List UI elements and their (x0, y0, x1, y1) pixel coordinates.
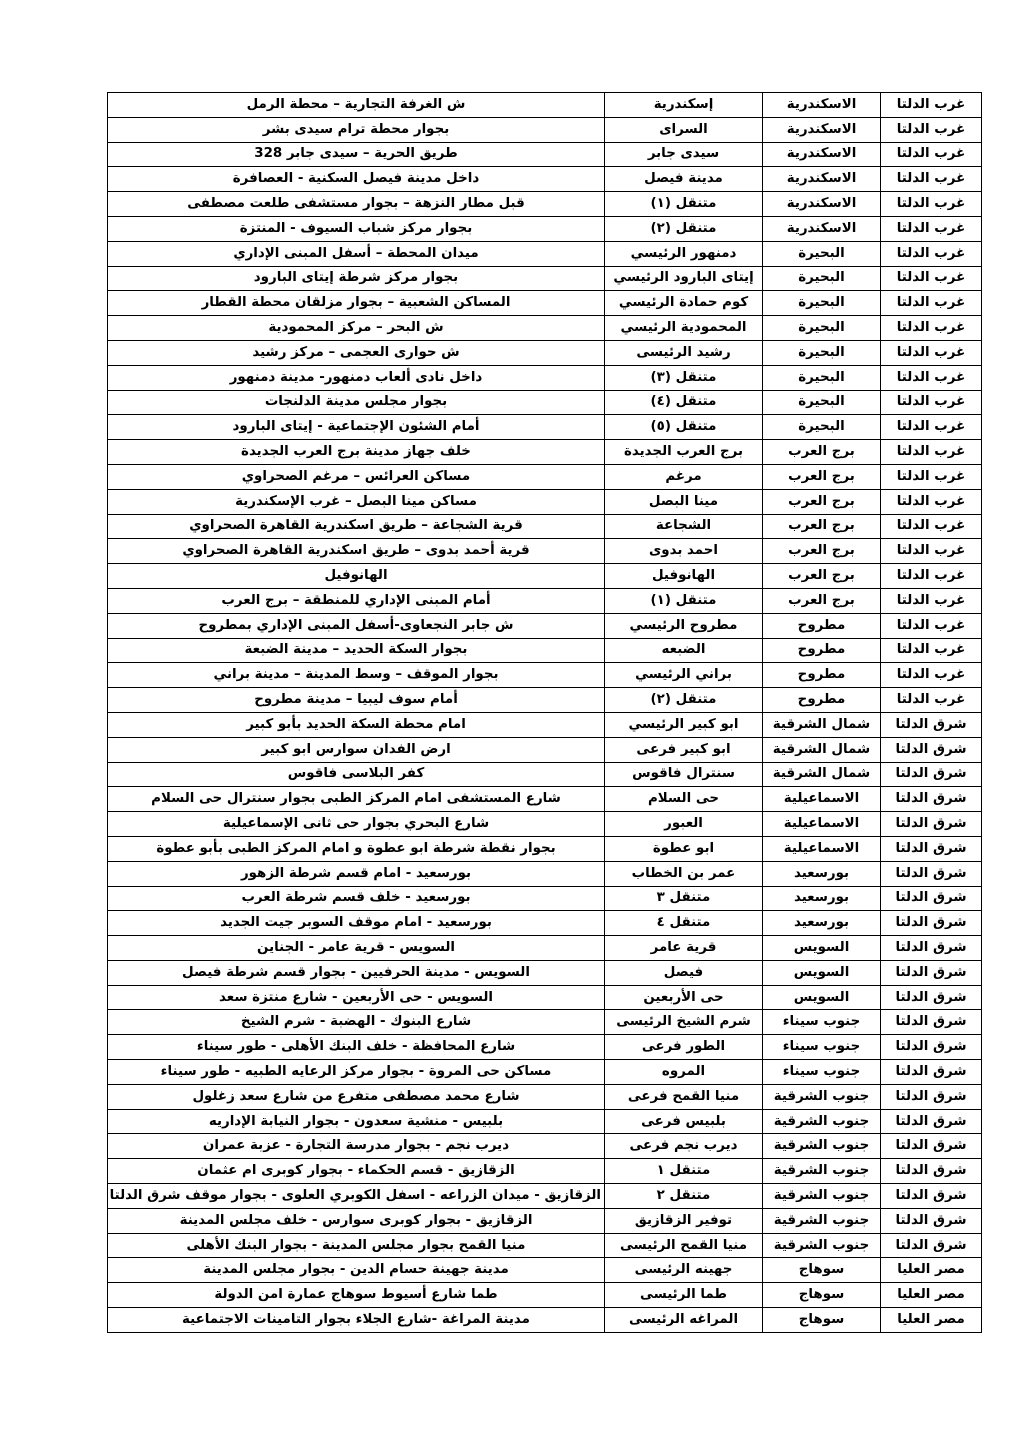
governorate-cell: بورسعيد (763, 911, 881, 936)
governorate-cell: برج العرب (763, 588, 881, 613)
governorate-cell: برج العرب (763, 539, 881, 564)
address-cell: بجوار مجلس مدينة الدلنجات (108, 390, 605, 415)
address-cell: داخل نادى ألعاب دمنهور- مدينة دمنهور (108, 365, 605, 390)
table-row (108, 1084, 982, 1109)
table-row (108, 142, 982, 167)
address-cell: ش الغرفة التجارية – محطة الرمل (108, 93, 605, 118)
address-cell: ديرب نجم - بجوار مدرسة التجارة - عزبة عمران (108, 1134, 605, 1159)
address-cell: المساكن الشعبية – بجوار مزلقان محطة القطار (108, 291, 605, 316)
region-cell: غرب الدلتا (881, 613, 982, 638)
table-row (108, 712, 982, 737)
governorate-cell: الاسماعيلية (763, 812, 881, 837)
branch-cell: ديرب نجم فرعى (605, 1134, 763, 1159)
address-cell: الزقازيق - بجوار كوبرى سوارس - خلف مجلس المدينة (108, 1208, 605, 1233)
table-row (108, 266, 982, 291)
table-row (108, 1283, 982, 1308)
table-row (108, 812, 982, 837)
address-cell: بجوار مركز شباب السيوف - المنتزة (108, 216, 605, 241)
address-cell: بلبيس - منشية سعدون - بجوار النيابة الإداريه (108, 1109, 605, 1134)
address-cell: بورسعيد - امام موقف السوبر جيت الجديد (108, 911, 605, 936)
region-cell: شرق الدلتا (881, 1184, 982, 1209)
table-row (108, 564, 982, 589)
region-cell: شرق الدلتا (881, 787, 982, 812)
branch-cell: مينا البصل (605, 489, 763, 514)
branch-cell: الطور فرعى (605, 1035, 763, 1060)
region-cell: غرب الدلتا (881, 663, 982, 688)
table-row (108, 936, 982, 961)
region-cell: شرق الدلتا (881, 1159, 982, 1184)
branch-cell: ابو عطوة (605, 836, 763, 861)
table-row (108, 415, 982, 440)
governorate-cell: بورسعيد (763, 886, 881, 911)
branch-cell: بلبيس فرعى (605, 1109, 763, 1134)
address-cell: شارع البنوك - الهضبة - شرم الشيخ (108, 1010, 605, 1035)
governorate-cell: سوهاج (763, 1258, 881, 1283)
branch-cell: متنقل (٤) (605, 390, 763, 415)
branch-cell: فيصل (605, 960, 763, 985)
governorate-cell: البحيرة (763, 340, 881, 365)
branch-cell: مدينة فيصل (605, 167, 763, 192)
region-cell: شرق الدلتا (881, 1010, 982, 1035)
governorate-cell: مطروح (763, 613, 881, 638)
address-cell: بجوار مركز شرطة إيتاى البارود (108, 266, 605, 291)
address-cell: شارع المستشفى امام المركز الطبى بجوار سنترال حى السلام (108, 787, 605, 812)
branch-cell: متنقل ١ (605, 1159, 763, 1184)
branch-cell: متنقل (٣) (605, 365, 763, 390)
table-row (108, 985, 982, 1010)
region-cell: غرب الدلتا (881, 440, 982, 465)
governorate-cell: الاسكندرية (763, 216, 881, 241)
table-row (108, 663, 982, 688)
table-row (108, 291, 982, 316)
region-cell: غرب الدلتا (881, 340, 982, 365)
table-row (108, 316, 982, 341)
address-cell: ش البحر – مركز المحمودية (108, 316, 605, 341)
branch-cell: براني الرئيسي (605, 663, 763, 688)
table-row (108, 886, 982, 911)
region-cell: شرق الدلتا (881, 712, 982, 737)
governorate-cell: شمال الشرقية (763, 737, 881, 762)
table-row (108, 1159, 982, 1184)
table-row (108, 167, 982, 192)
table-row (108, 1134, 982, 1159)
table-row (108, 216, 982, 241)
address-cell: ميدان المحطة – أسفل المبنى الإداري (108, 241, 605, 266)
branch-cell: متنقل (١) (605, 192, 763, 217)
address-cell: قبل مطار النزهة – بجوار مستشفى طلعت مصطفى (108, 192, 605, 217)
branch-cell: سيدى جابر (605, 142, 763, 167)
address-cell: السويس - قرية عامر - الجناين (108, 936, 605, 961)
branch-cell: متنقل (٢) (605, 688, 763, 713)
region-cell: شرق الدلتا (881, 1060, 982, 1085)
governorate-cell: البحيرة (763, 365, 881, 390)
address-cell: قرية أحمد بدوى – طريق اسكندرية القاهرة الصحراوي (108, 539, 605, 564)
table-row (108, 117, 982, 142)
address-cell: قرية الشجاعة – طريق اسكندرية القاهرة الصحراوي (108, 514, 605, 539)
table-row (108, 960, 982, 985)
governorate-cell: جنوب سيناء (763, 1035, 881, 1060)
region-cell: غرب الدلتا (881, 539, 982, 564)
branch-cell: رشيد الرئيسى (605, 340, 763, 365)
address-cell: خلف جهاز مدينة برج العرب الجديدة (108, 440, 605, 465)
branch-cell: عمر بن الخطاب (605, 861, 763, 886)
governorate-cell: جنوب الشرقية (763, 1233, 881, 1258)
branch-cell: ابو كبير الرئيسي (605, 712, 763, 737)
branch-cell: حى الأربعين (605, 985, 763, 1010)
table-row (108, 861, 982, 886)
region-cell: غرب الدلتا (881, 291, 982, 316)
branch-cell: دمنهور الرئيسي (605, 241, 763, 266)
table-row (108, 93, 982, 118)
table-row (108, 613, 982, 638)
table-row (108, 1258, 982, 1283)
region-cell: شرق الدلتا (881, 762, 982, 787)
table-row (108, 1060, 982, 1085)
region-cell: شرق الدلتا (881, 1233, 982, 1258)
governorate-cell: البحيرة (763, 316, 881, 341)
branch-cell: ابو كبير فرعى (605, 737, 763, 762)
region-cell: غرب الدلتا (881, 93, 982, 118)
address-cell: طما شارع أسيوط سوهاج عمارة امن الدولة (108, 1283, 605, 1308)
region-cell: شرق الدلتا (881, 836, 982, 861)
region-cell: مصر العليا (881, 1258, 982, 1283)
address-cell: مساكن حى المروة - بجوار مركز الرعايه الطبيه - طور سيناء (108, 1060, 605, 1085)
address-cell: داخل مدينة فيصل السكنية - العصافرة (108, 167, 605, 192)
governorate-cell: مطروح (763, 663, 881, 688)
branch-cell: حى السلام (605, 787, 763, 812)
branch-cell: المروه (605, 1060, 763, 1085)
address-cell: امام محطة السكة الحديد بأبو كبير (108, 712, 605, 737)
governorate-cell: الاسكندرية (763, 142, 881, 167)
governorate-cell: الاسماعيلية (763, 787, 881, 812)
governorate-cell: جنوب الشرقية (763, 1084, 881, 1109)
branch-cell: المحمودية الرئيسي (605, 316, 763, 341)
address-cell: منيا القمح بجوار مجلس المدينة - بجوار البنك الأهلى (108, 1233, 605, 1258)
branch-cell: إسكندرية (605, 93, 763, 118)
region-cell: شرق الدلتا (881, 985, 982, 1010)
table-row (108, 1184, 982, 1209)
governorate-cell: برج العرب (763, 489, 881, 514)
governorate-cell: برج العرب (763, 440, 881, 465)
address-cell: شارع محمد مصطفى متفرع من شارع سعد زغلول (108, 1084, 605, 1109)
governorate-cell: الاسكندرية (763, 117, 881, 142)
governorate-cell: الاسكندرية (763, 167, 881, 192)
address-cell: بجوار محطة ترام سيدى بشر (108, 117, 605, 142)
governorate-cell: جنوب سيناء (763, 1060, 881, 1085)
address-cell: بجوار السكة الحديد – مدينة الضبعة (108, 638, 605, 663)
branch-cell: برج العرب الجديدة (605, 440, 763, 465)
table-row (108, 836, 982, 861)
governorate-cell: الاسكندرية (763, 93, 881, 118)
table-row (108, 1233, 982, 1258)
governorate-cell: برج العرب (763, 464, 881, 489)
table-row (108, 192, 982, 217)
table-row (108, 638, 982, 663)
branch-cell: طما الرئيسى (605, 1283, 763, 1308)
address-cell: مساكن العرائس – مرغم الصحراوي (108, 464, 605, 489)
branch-cell: متنقل ٤ (605, 911, 763, 936)
address-cell: شارع المحافظة - خلف البنك الأهلى - طور سيناء (108, 1035, 605, 1060)
table-row (108, 390, 982, 415)
region-cell: شرق الدلتا (881, 1109, 982, 1134)
region-cell: غرب الدلتا (881, 489, 982, 514)
region-cell: غرب الدلتا (881, 638, 982, 663)
region-cell: شرق الدلتا (881, 936, 982, 961)
address-cell: أمام سوف ليبيا – مدينة مطروح (108, 688, 605, 713)
governorate-cell: برج العرب (763, 564, 881, 589)
branch-cell: مطروح الرئيسي (605, 613, 763, 638)
table-row (108, 787, 982, 812)
branch-cell: السراى (605, 117, 763, 142)
table-row (108, 737, 982, 762)
branch-cell: متنقل (١) (605, 588, 763, 613)
branch-cell: كوم حمادة الرئيسي (605, 291, 763, 316)
region-cell: شرق الدلتا (881, 861, 982, 886)
governorate-cell: السويس (763, 936, 881, 961)
governorate-cell: الاسكندرية (763, 192, 881, 217)
branches-table (107, 92, 982, 1333)
governorate-cell: السويس (763, 960, 881, 985)
governorate-cell: جنوب الشرقية (763, 1134, 881, 1159)
governorate-cell: البحيرة (763, 415, 881, 440)
branch-cell: المراغه الرئيسى (605, 1308, 763, 1333)
table-row (108, 762, 982, 787)
governorate-cell: جنوب الشرقية (763, 1184, 881, 1209)
table-row (108, 489, 982, 514)
table-row (108, 440, 982, 465)
branch-cell: احمد بدوى (605, 539, 763, 564)
table-row (108, 1208, 982, 1233)
region-cell: غرب الدلتا (881, 316, 982, 341)
region-cell: شرق الدلتا (881, 886, 982, 911)
branch-cell: متنقل ٣ (605, 886, 763, 911)
governorate-cell: جنوب الشرقية (763, 1159, 881, 1184)
table-row (108, 539, 982, 564)
address-cell: ش حوارى العجمى – مركز رشيد (108, 340, 605, 365)
region-cell: شرق الدلتا (881, 812, 982, 837)
governorate-cell: البحيرة (763, 390, 881, 415)
governorate-cell: مطروح (763, 638, 881, 663)
region-cell: شرق الدلتا (881, 1084, 982, 1109)
region-cell: غرب الدلتا (881, 365, 982, 390)
table-row (108, 241, 982, 266)
branch-cell: متنقل (٢) (605, 216, 763, 241)
address-cell: مدينة جهينة حسام الدين - بجوار مجلس المدينة (108, 1258, 605, 1283)
address-cell: أمام المبنى الإداري للمنطقة – برج العرب (108, 588, 605, 613)
address-cell: بورسعيد - امام قسم شرطة الزهور (108, 861, 605, 886)
table-row (108, 514, 982, 539)
region-cell: غرب الدلتا (881, 564, 982, 589)
region-cell: شرق الدلتا (881, 1035, 982, 1060)
branch-cell: العبور (605, 812, 763, 837)
region-cell: غرب الدلتا (881, 588, 982, 613)
governorate-cell: شمال الشرقية (763, 712, 881, 737)
region-cell: مصر العليا (881, 1283, 982, 1308)
address-cell: بجوار الموقف – وسط المدينة – مدينة براني (108, 663, 605, 688)
branch-cell: شرم الشيخ الرئيسى (605, 1010, 763, 1035)
governorate-cell: شمال الشرقية (763, 762, 881, 787)
governorate-cell: البحيرة (763, 241, 881, 266)
address-cell: شارع البحري بجوار حى ثانى الإسماعيلية (108, 812, 605, 837)
region-cell: غرب الدلتا (881, 192, 982, 217)
branch-cell: الشجاعة (605, 514, 763, 539)
governorate-cell: مطروح (763, 688, 881, 713)
table-row (108, 464, 982, 489)
table-body (108, 93, 982, 1333)
governorate-cell: الاسماعيلية (763, 836, 881, 861)
governorate-cell: سوهاج (763, 1308, 881, 1333)
table-row (108, 911, 982, 936)
address-cell: ارض الفدان سوارس ابو كبير (108, 737, 605, 762)
governorate-cell: برج العرب (763, 514, 881, 539)
table-row (108, 588, 982, 613)
region-cell: غرب الدلتا (881, 464, 982, 489)
table-row (108, 340, 982, 365)
region-cell: شرق الدلتا (881, 737, 982, 762)
governorate-cell: بورسعيد (763, 861, 881, 886)
branch-cell: قرية عامر (605, 936, 763, 961)
region-cell: شرق الدلتا (881, 911, 982, 936)
branch-cell: متنقل (٥) (605, 415, 763, 440)
table-row (108, 365, 982, 390)
region-cell: شرق الدلتا (881, 1134, 982, 1159)
region-cell: غرب الدلتا (881, 167, 982, 192)
governorate-cell: البحيرة (763, 266, 881, 291)
branch-cell: توفير الزقازيق (605, 1208, 763, 1233)
address-cell: مساكن مينا البصل – غرب الإسكندرية (108, 489, 605, 514)
governorate-cell: جنوب الشرقية (763, 1109, 881, 1134)
governorate-cell: البحيرة (763, 291, 881, 316)
region-cell: غرب الدلتا (881, 390, 982, 415)
governorate-cell: جنوب سيناء (763, 1010, 881, 1035)
region-cell: غرب الدلتا (881, 415, 982, 440)
address-cell: الزقازيق - ميدان الزراعه - اسفل الكوبري العلوى - بجوار موقف شرق الدلتا (108, 1184, 605, 1209)
address-cell: الهانوفيل (108, 564, 605, 589)
governorate-cell: سوهاج (763, 1283, 881, 1308)
branch-cell: الهانوفيل (605, 564, 763, 589)
address-cell: الزقازيق - قسم الحكماء - بجوار كوبرى ام عثمان (108, 1159, 605, 1184)
address-cell: أمام الشئون الإجتماعية - إيتاى البارود (108, 415, 605, 440)
region-cell: غرب الدلتا (881, 216, 982, 241)
region-cell: غرب الدلتا (881, 117, 982, 142)
address-cell: بجوار نقطة شرطة ابو عطوة و امام المركز الطبى بأبو عطوة (108, 836, 605, 861)
branch-cell: جهينه الرئيسى (605, 1258, 763, 1283)
address-cell: ش جابر النجعاوى-أسفل المبنى الإداري بمطروح (108, 613, 605, 638)
address-cell: السويس - مدينة الحرفيين - بجوار قسم شرطة فيصل (108, 960, 605, 985)
region-cell: غرب الدلتا (881, 266, 982, 291)
table-row (108, 688, 982, 713)
region-cell: غرب الدلتا (881, 142, 982, 167)
branch-cell: متنقل ٢ (605, 1184, 763, 1209)
branch-cell: منيا القمح الرئيسى (605, 1233, 763, 1258)
region-cell: غرب الدلتا (881, 241, 982, 266)
branch-cell: منيا القمح فرعى (605, 1084, 763, 1109)
table-row (108, 1035, 982, 1060)
governorate-cell: جنوب الشرقية (763, 1208, 881, 1233)
address-cell: طريق الحرية – سيدى جابر 328 (108, 142, 605, 167)
table-row (108, 1010, 982, 1035)
address-cell: مدينة المراغة -شارع الجلاء بجوار التامينات الاجتماعية (108, 1308, 605, 1333)
branch-cell: مرغم (605, 464, 763, 489)
branch-cell: إيتاى البارود الرئيسي (605, 266, 763, 291)
region-cell: شرق الدلتا (881, 1208, 982, 1233)
branch-cell: الضبعه (605, 638, 763, 663)
region-cell: غرب الدلتا (881, 514, 982, 539)
governorate-cell: السويس (763, 985, 881, 1010)
table-row (108, 1308, 982, 1333)
region-cell: مصر العليا (881, 1308, 982, 1333)
region-cell: غرب الدلتا (881, 688, 982, 713)
address-cell: السويس - حى الأربعين - شارع منتزة سعد (108, 985, 605, 1010)
region-cell: شرق الدلتا (881, 960, 982, 985)
table-row (108, 1109, 982, 1134)
branch-cell: سنترال فاقوس (605, 762, 763, 787)
address-cell: بورسعيد - خلف قسم شرطة العرب (108, 886, 605, 911)
address-cell: كفر البلاسى فاقوس (108, 762, 605, 787)
